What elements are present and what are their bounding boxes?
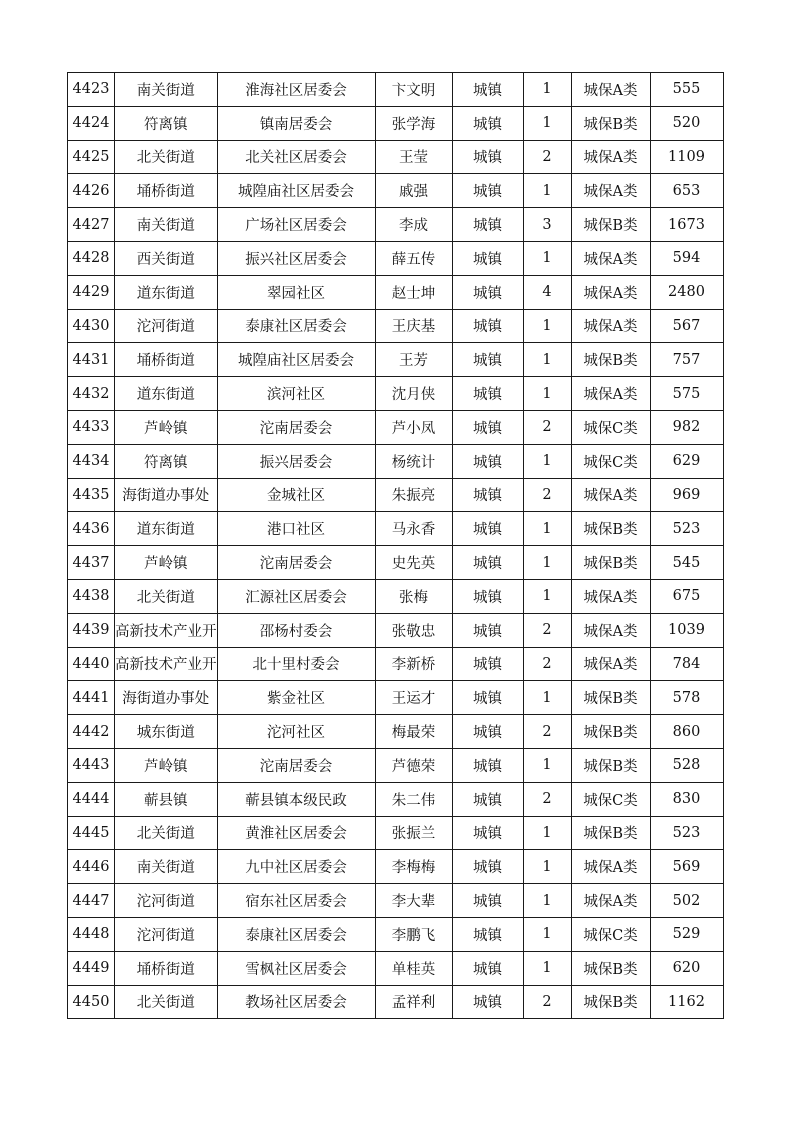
cell-amount: 675 [650,579,723,613]
cell-insurance-category: 城保A类 [571,478,650,512]
cell-row-number: 4424 [68,106,115,140]
cell-area-type: 城镇 [452,782,523,816]
cell-name: 张梅 [375,579,452,613]
cell-district: 沱河街道 [115,917,218,951]
cell-amount: 529 [650,917,723,951]
cell-household-size: 1 [523,951,571,985]
cell-insurance-category: 城保A类 [571,275,650,309]
cell-community: 广场社区居委会 [217,208,375,242]
cell-community: 教场社区居委会 [217,985,375,1019]
table-row [68,410,724,444]
table-row [68,174,724,208]
table-row [68,613,724,647]
cell-row-number: 4447 [68,884,115,918]
cell-household-size: 2 [523,410,571,444]
cell-community: 汇源社区居委会 [217,579,375,613]
cell-area-type: 城镇 [452,613,523,647]
cell-insurance-category: 城保A类 [571,309,650,343]
table-row [68,782,724,816]
cell-name: 张学海 [375,106,452,140]
table-row [68,275,724,309]
cell-district: 沱河街道 [115,309,218,343]
cell-row-number: 4429 [68,275,115,309]
cell-row-number: 4430 [68,309,115,343]
cell-district: 南关街道 [115,850,218,884]
table-row [68,512,724,546]
cell-row-number: 4445 [68,816,115,850]
cell-household-size: 2 [523,985,571,1019]
cell-amount: 555 [650,73,723,107]
cell-community: 沱南居委会 [217,546,375,580]
cell-district: 道东街道 [115,377,218,411]
cell-row-number: 4439 [68,613,115,647]
cell-community: 振兴社区居委会 [217,241,375,275]
cell-row-number: 4448 [68,917,115,951]
cell-household-size: 1 [523,106,571,140]
cell-row-number: 4443 [68,748,115,782]
cell-name: 单桂英 [375,951,452,985]
cell-district: 高新技术产业开 [115,647,218,681]
cell-insurance-category: 城保A类 [571,174,650,208]
cell-name: 王庆基 [375,309,452,343]
cell-row-number: 4423 [68,73,115,107]
cell-amount: 2480 [650,275,723,309]
cell-insurance-category: 城保B类 [571,951,650,985]
cell-community: 北关社区居委会 [217,140,375,174]
cell-name: 张振兰 [375,816,452,850]
cell-district: 西关街道 [115,241,218,275]
cell-area-type: 城镇 [452,275,523,309]
cell-district: 符离镇 [115,444,218,478]
table-row [68,309,724,343]
cell-area-type: 城镇 [452,579,523,613]
cell-household-size: 2 [523,647,571,681]
table-row [68,579,724,613]
cell-row-number: 4449 [68,951,115,985]
cell-community: 蕲县镇本级民政 [217,782,375,816]
cell-community: 翠园社区 [217,275,375,309]
cell-amount: 523 [650,512,723,546]
cell-community: 淮海社区居委会 [217,73,375,107]
cell-name: 李梅梅 [375,850,452,884]
cell-insurance-category: 城保B类 [571,715,650,749]
table-row [68,850,724,884]
cell-household-size: 4 [523,275,571,309]
cell-amount: 523 [650,816,723,850]
table-row [68,985,724,1019]
cell-name: 王运才 [375,681,452,715]
cell-amount: 620 [650,951,723,985]
cell-household-size: 1 [523,850,571,884]
cell-community: 雪枫社区居委会 [217,951,375,985]
cell-row-number: 4440 [68,647,115,681]
cell-area-type: 城镇 [452,647,523,681]
cell-household-size: 2 [523,140,571,174]
cell-community: 金城社区 [217,478,375,512]
cell-amount: 969 [650,478,723,512]
cell-district: 南关街道 [115,73,218,107]
cell-community: 沱南居委会 [217,410,375,444]
cell-amount: 594 [650,241,723,275]
cell-area-type: 城镇 [452,208,523,242]
table-row [68,647,724,681]
cell-household-size: 1 [523,444,571,478]
cell-name: 李鹏飞 [375,917,452,951]
cell-household-size: 1 [523,73,571,107]
cell-name: 朱振亮 [375,478,452,512]
table-row [68,73,724,107]
cell-insurance-category: 城保C类 [571,444,650,478]
cell-amount: 860 [650,715,723,749]
cell-area-type: 城镇 [452,140,523,174]
cell-area-type: 城镇 [452,850,523,884]
table-row [68,377,724,411]
table-row [68,816,724,850]
cell-insurance-category: 城保A类 [571,140,650,174]
cell-area-type: 城镇 [452,377,523,411]
cell-row-number: 4441 [68,681,115,715]
cell-insurance-category: 城保A类 [571,241,650,275]
cell-area-type: 城镇 [452,951,523,985]
table-row [68,478,724,512]
cell-district: 芦岭镇 [115,546,218,580]
cell-community: 沱南居委会 [217,748,375,782]
cell-area-type: 城镇 [452,410,523,444]
cell-household-size: 1 [523,241,571,275]
cell-district: 埇桥街道 [115,174,218,208]
cell-community: 滨河社区 [217,377,375,411]
cell-name: 王芳 [375,343,452,377]
table-row [68,748,724,782]
cell-row-number: 4434 [68,444,115,478]
cell-amount: 1109 [650,140,723,174]
cell-community: 镇南居委会 [217,106,375,140]
cell-household-size: 2 [523,782,571,816]
cell-household-size: 1 [523,309,571,343]
cell-amount: 757 [650,343,723,377]
cell-district: 道东街道 [115,512,218,546]
cell-name: 薛五传 [375,241,452,275]
cell-area-type: 城镇 [452,174,523,208]
cell-district: 沱河街道 [115,884,218,918]
table-row [68,951,724,985]
cell-insurance-category: 城保A类 [571,850,650,884]
cell-insurance-category: 城保C类 [571,917,650,951]
cell-community: 泰康社区居委会 [217,309,375,343]
cell-area-type: 城镇 [452,444,523,478]
cell-district: 北关街道 [115,140,218,174]
cell-area-type: 城镇 [452,106,523,140]
cell-community: 宿东社区居委会 [217,884,375,918]
cell-amount: 567 [650,309,723,343]
cell-district: 符离镇 [115,106,218,140]
table-row [68,241,724,275]
table-row [68,208,724,242]
cell-row-number: 4437 [68,546,115,580]
table-body [68,73,724,1019]
cell-amount: 653 [650,174,723,208]
cell-row-number: 4432 [68,377,115,411]
cell-area-type: 城镇 [452,681,523,715]
table-row [68,917,724,951]
table-row [68,715,724,749]
cell-household-size: 2 [523,478,571,512]
cell-area-type: 城镇 [452,748,523,782]
cell-row-number: 4425 [68,140,115,174]
cell-amount: 502 [650,884,723,918]
cell-row-number: 4436 [68,512,115,546]
cell-community: 泰康社区居委会 [217,917,375,951]
cell-amount: 528 [650,748,723,782]
table-row [68,106,724,140]
cell-row-number: 4431 [68,343,115,377]
cell-insurance-category: 城保C类 [571,410,650,444]
cell-insurance-category: 城保B类 [571,343,650,377]
cell-area-type: 城镇 [452,715,523,749]
cell-insurance-category: 城保B类 [571,681,650,715]
cell-amount: 1673 [650,208,723,242]
cell-name: 戚强 [375,174,452,208]
cell-district: 海街道办事处 [115,478,218,512]
cell-row-number: 4438 [68,579,115,613]
cell-community: 城隍庙社区居委会 [217,174,375,208]
cell-household-size: 1 [523,917,571,951]
cell-household-size: 3 [523,208,571,242]
cell-community: 黄淮社区居委会 [217,816,375,850]
cell-district: 北关街道 [115,579,218,613]
cell-district: 芦岭镇 [115,410,218,444]
cell-name: 朱二伟 [375,782,452,816]
cell-row-number: 4426 [68,174,115,208]
table-row [68,140,724,174]
cell-insurance-category: 城保A类 [571,73,650,107]
cell-name: 沈月侠 [375,377,452,411]
cell-community: 振兴居委会 [217,444,375,478]
cell-area-type: 城镇 [452,478,523,512]
cell-row-number: 4427 [68,208,115,242]
cell-name: 孟祥利 [375,985,452,1019]
cell-row-number: 4444 [68,782,115,816]
table-row [68,884,724,918]
cell-name: 李新桥 [375,647,452,681]
cell-household-size: 2 [523,613,571,647]
cell-amount: 1162 [650,985,723,1019]
cell-household-size: 1 [523,377,571,411]
cell-name: 梅最荣 [375,715,452,749]
cell-household-size: 1 [523,512,571,546]
cell-insurance-category: 城保A类 [571,884,650,918]
cell-district: 道东街道 [115,275,218,309]
cell-amount: 784 [650,647,723,681]
cell-area-type: 城镇 [452,512,523,546]
cell-household-size: 1 [523,816,571,850]
cell-district: 城东街道 [115,715,218,749]
cell-community: 九中社区居委会 [217,850,375,884]
data-table [67,72,724,1019]
cell-name: 王莹 [375,140,452,174]
table-row [68,546,724,580]
cell-district: 蕲县镇 [115,782,218,816]
cell-insurance-category: 城保B类 [571,208,650,242]
cell-amount: 575 [650,377,723,411]
cell-name: 芦德荣 [375,748,452,782]
cell-household-size: 1 [523,174,571,208]
cell-row-number: 4435 [68,478,115,512]
cell-insurance-category: 城保A类 [571,579,650,613]
cell-district: 北关街道 [115,816,218,850]
cell-household-size: 1 [523,579,571,613]
cell-name: 马永香 [375,512,452,546]
cell-amount: 545 [650,546,723,580]
cell-amount: 629 [650,444,723,478]
cell-name: 赵士坤 [375,275,452,309]
cell-name: 李大辈 [375,884,452,918]
cell-community: 沱河社区 [217,715,375,749]
cell-insurance-category: 城保B类 [571,985,650,1019]
cell-insurance-category: 城保B类 [571,748,650,782]
cell-district: 海街道办事处 [115,681,218,715]
cell-district: 埇桥街道 [115,343,218,377]
cell-insurance-category: 城保B类 [571,512,650,546]
cell-row-number: 4450 [68,985,115,1019]
cell-household-size: 2 [523,715,571,749]
cell-area-type: 城镇 [452,343,523,377]
cell-district: 芦岭镇 [115,748,218,782]
table-row [68,343,724,377]
cell-amount: 982 [650,410,723,444]
cell-name: 芦小凤 [375,410,452,444]
cell-community: 城隍庙社区居委会 [217,343,375,377]
cell-district: 高新技术产业开 [115,613,218,647]
cell-insurance-category: 城保A类 [571,613,650,647]
cell-area-type: 城镇 [452,985,523,1019]
cell-row-number: 4428 [68,241,115,275]
cell-name: 李成 [375,208,452,242]
cell-area-type: 城镇 [452,309,523,343]
cell-name: 史先英 [375,546,452,580]
table-row [68,681,724,715]
cell-amount: 830 [650,782,723,816]
cell-household-size: 1 [523,343,571,377]
cell-household-size: 1 [523,681,571,715]
cell-insurance-category: 城保B类 [571,816,650,850]
cell-insurance-category: 城保A类 [571,647,650,681]
cell-row-number: 4446 [68,850,115,884]
cell-district: 北关街道 [115,985,218,1019]
cell-amount: 1039 [650,613,723,647]
cell-insurance-category: 城保A类 [571,377,650,411]
cell-insurance-category: 城保B类 [571,546,650,580]
cell-district: 南关街道 [115,208,218,242]
cell-area-type: 城镇 [452,884,523,918]
cell-community: 紫金社区 [217,681,375,715]
cell-name: 张敬忠 [375,613,452,647]
cell-row-number: 4442 [68,715,115,749]
cell-name: 杨统计 [375,444,452,478]
cell-amount: 569 [650,850,723,884]
cell-household-size: 1 [523,884,571,918]
cell-community: 港口社区 [217,512,375,546]
cell-household-size: 1 [523,546,571,580]
cell-area-type: 城镇 [452,241,523,275]
cell-row-number: 4433 [68,410,115,444]
cell-district: 埇桥街道 [115,951,218,985]
cell-insurance-category: 城保C类 [571,782,650,816]
cell-amount: 578 [650,681,723,715]
cell-area-type: 城镇 [452,73,523,107]
cell-area-type: 城镇 [452,546,523,580]
table-row [68,444,724,478]
cell-amount: 520 [650,106,723,140]
cell-name: 卞文明 [375,73,452,107]
cell-area-type: 城镇 [452,816,523,850]
cell-household-size: 1 [523,748,571,782]
cell-community: 北十里村委会 [217,647,375,681]
cell-insurance-category: 城保B类 [571,106,650,140]
cell-community: 邵杨村委会 [217,613,375,647]
cell-area-type: 城镇 [452,917,523,951]
